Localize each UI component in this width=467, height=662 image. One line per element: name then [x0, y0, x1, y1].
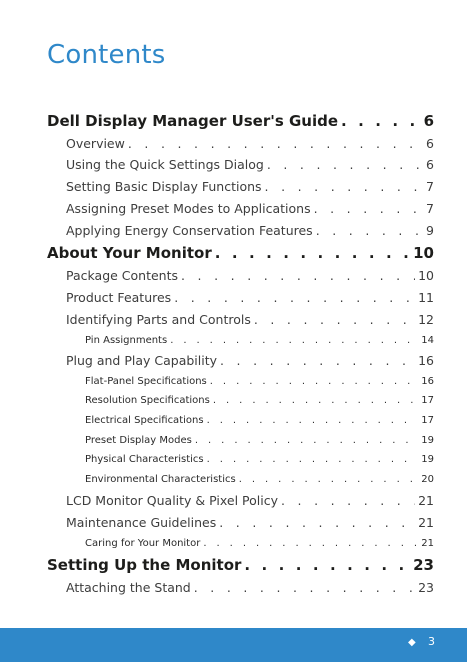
toc-leader-dots: [195, 435, 418, 446]
toc-entry[interactable]: [47, 244, 434, 262]
toc-entry-label: Flat-Panel Specifications: [85, 376, 207, 387]
toc-entry-page: 6: [426, 136, 434, 151]
toc-entry[interactable]: [66, 157, 434, 172]
toc-entry-page: 6: [426, 157, 434, 172]
toc-leader-dots: [213, 395, 418, 406]
toc-entry-page: 17: [421, 395, 434, 406]
toc-leader-dots: [207, 415, 419, 426]
toc-entry-label: Environmental Characteristics: [85, 474, 236, 485]
toc-entry-label: About Your Monitor: [47, 244, 212, 262]
toc-entry-label: Setting Basic Display Functions: [66, 179, 262, 194]
toc-entry-page: 7: [426, 201, 434, 216]
toc-entry[interactable]: [85, 454, 434, 465]
toc-entry[interactable]: [66, 223, 434, 238]
toc-entry-page: 16: [421, 376, 434, 387]
toc-entry-label: Assigning Preset Modes to Applications: [66, 201, 311, 216]
toc-entry[interactable]: [66, 179, 434, 194]
toc-leader-dots: [220, 353, 415, 368]
toc-entry[interactable]: [66, 136, 434, 151]
toc-entry-label: Resolution Specifications: [85, 395, 210, 406]
toc-leader-dots: [210, 376, 419, 387]
toc-entry[interactable]: [85, 415, 434, 426]
toc-entry-label: Setting Up the Monitor: [47, 556, 242, 574]
toc-leader-dots: [203, 538, 418, 549]
toc-entry[interactable]: [66, 353, 434, 368]
page-footer: [0, 628, 467, 662]
toc-entry[interactable]: [66, 515, 434, 530]
toc-entry[interactable]: [85, 376, 434, 387]
toc-entry[interactable]: [66, 312, 434, 327]
toc-leader-dots: [244, 556, 410, 574]
toc-entry-label: Plug and Play Capability: [66, 353, 218, 368]
toc-entry-label: Identifying Parts and Controls: [66, 312, 251, 327]
toc-entry[interactable]: [85, 435, 434, 446]
toc-entry-label: Electrical Specifications: [85, 415, 204, 426]
toc-leader-dots: [281, 493, 415, 508]
toc-entry-label: Overview: [66, 136, 125, 151]
toc-entry-page: 20: [421, 474, 434, 485]
toc-entry-label: Package Contents: [66, 268, 179, 283]
toc-entry[interactable]: [66, 493, 434, 508]
toc-entry-page: 19: [421, 454, 434, 465]
toc-leader-dots: [265, 179, 424, 194]
toc-entry-label: Dell Display Manager User's Guide: [47, 112, 339, 130]
toc-entry-page: 21: [418, 515, 434, 530]
toc-leader-dots: [170, 335, 418, 346]
toc-entry-label: Product Features: [66, 290, 172, 305]
toc-entry[interactable]: [66, 290, 434, 305]
toc-entry[interactable]: [85, 474, 434, 485]
toc-leader-dots: [194, 580, 415, 595]
toc-entry-page: 23: [418, 580, 434, 595]
toc-leader-dots: [207, 454, 419, 465]
toc-entry-page: 17: [421, 415, 434, 426]
toc-entry[interactable]: [66, 268, 434, 283]
toc-leader-dots: [316, 223, 423, 238]
toc-leader-dots: [314, 201, 423, 216]
toc-entry-page: 7: [426, 179, 434, 194]
toc-entry-page: 16: [418, 353, 434, 368]
toc-leader-dots: [341, 112, 421, 130]
toc-entry[interactable]: [66, 201, 434, 216]
toc-entry-page: 12: [418, 312, 434, 327]
toc-leader-dots: [181, 268, 415, 283]
toc-entry-page: 11: [418, 290, 434, 305]
toc-entry-label: Pin Assignments: [85, 335, 168, 346]
toc-entry-page: 6: [423, 112, 434, 130]
page-title: Contents: [47, 40, 166, 70]
toc-entry-label: Physical Characteristics: [85, 454, 204, 465]
toc-entry[interactable]: [66, 580, 434, 595]
toc-entry-page: 14: [421, 335, 434, 346]
toc-entry[interactable]: [85, 538, 434, 549]
toc-entry-label: Preset Display Modes: [85, 435, 192, 446]
toc-entry-page: 21: [421, 538, 434, 549]
toc-entry-label: Attaching the Stand: [66, 580, 191, 595]
toc-leader-dots: [215, 244, 410, 262]
toc-entry-page: 23: [413, 556, 434, 574]
toc-entry[interactable]: [85, 335, 434, 346]
toc-entry-page: 9: [426, 223, 434, 238]
toc-leader-dots: [174, 290, 415, 305]
toc-entry-page: 19: [421, 435, 434, 446]
toc-entry-page: 21: [418, 493, 434, 508]
toc-leader-dots: [219, 515, 415, 530]
toc-entry-label: Using the Quick Settings Dialog: [66, 157, 264, 172]
toc-leader-dots: [239, 474, 419, 485]
toc-leader-dots: [254, 312, 415, 327]
toc-leader-dots: [128, 136, 423, 151]
toc-entry-label: Maintenance Guidelines: [66, 515, 217, 530]
toc-leader-dots: [267, 157, 423, 172]
toc-entry-label: LCD Monitor Quality & Pixel Policy: [66, 493, 278, 508]
toc-entry[interactable]: [85, 395, 434, 406]
page-number: 3: [428, 635, 435, 648]
toc-entry-page: 10: [413, 244, 434, 262]
toc-entry[interactable]: [47, 112, 434, 130]
diamond-icon: ◆: [408, 637, 416, 648]
toc-entry-page: 10: [418, 268, 434, 283]
toc-entry-label: Caring for Your Monitor: [85, 538, 201, 549]
toc-entry-label: Applying Energy Conservation Features: [66, 223, 313, 238]
toc-entry[interactable]: [47, 556, 434, 574]
